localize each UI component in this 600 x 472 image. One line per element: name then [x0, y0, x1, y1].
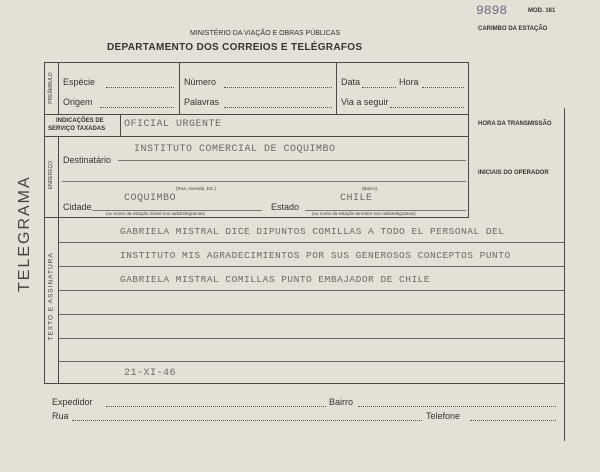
ministry-title: MINISTÉRIO DA VIAÇÃO E OBRAS PÚBLICAS: [190, 30, 341, 37]
transmission-time-label: HORA DA TRANSMISSÃO: [478, 121, 552, 127]
data-label: Data: [341, 77, 361, 87]
text-section-label: TEXTO E ASSINATURA: [47, 252, 55, 341]
telefone-label: Telefone: [426, 411, 461, 421]
especie-label: Espécie: [63, 77, 96, 87]
service-label-line2: SERVIÇO TAXADAS: [48, 126, 106, 132]
cidade-note: (ou nome da estação móvel nos radiotelegramas): [106, 211, 206, 216]
origem-label: Origem: [63, 97, 93, 107]
telegram-side-title: TELEGRAMA: [16, 175, 33, 292]
station-stamp-label: CARIMBO DA ESTAÇÃO: [478, 26, 548, 32]
bairro-hint: (Bairro): [362, 186, 378, 191]
street-hint: (Rua, Avenida, Etc.): [176, 186, 216, 191]
estado-note: (ou nome da estação terrestre nos radiotelegramas): [312, 211, 416, 216]
hora-label: Hora: [399, 77, 419, 87]
via-label: Via a seguir: [341, 97, 389, 107]
estado-label: Estado: [271, 202, 300, 212]
model-number: MOD. 161: [528, 8, 556, 14]
preamble-section-label: PREÂMBULO: [48, 72, 54, 104]
operator-initials-label: INICIAIS DO OPERADOR: [478, 170, 549, 176]
message-line-3: GABRIELA MISTRAL COMILLAS PUNTO EMBAJADOR DE CHILE: [120, 274, 431, 285]
bairro-label: Bairro: [329, 397, 354, 407]
service-label-line1: INDICAÇÕES DE: [56, 118, 104, 124]
department-title: DEPARTAMENTO DOS CORREIOS E TELÉGRAFOS: [107, 42, 363, 53]
address-section-label: ENDEREÇO: [48, 160, 54, 190]
expedidor-label: Expedidor: [52, 397, 93, 407]
cidade-label: Cidade: [63, 202, 92, 212]
destinatario-value: INSTITUTO COMERCIAL DE COQUIMBO: [134, 144, 336, 155]
message-line-1: GABRIELA MISTRAL DICE DIPUNTOS COMILLAS A TODO EL PERSONAL DEL: [120, 226, 505, 237]
numero-label: Número: [184, 77, 217, 87]
rua-label: Rua: [52, 411, 69, 421]
estado-value: CHILE: [340, 193, 373, 204]
message-line-2: INSTITUTO MIS AGRADECIMIENTOS POR SUS GENEROSOS CONCEPTOS PUNTO: [120, 250, 511, 261]
palavras-label: Palavras: [184, 97, 220, 107]
cidade-value: COQUIMBO: [124, 193, 177, 204]
service-value: OFICIAL URGENTE: [124, 119, 222, 130]
message-date: 21-XI-46: [124, 368, 177, 379]
destinatario-label: Destinatário: [63, 155, 112, 165]
reference-number: 9898: [476, 3, 508, 18]
